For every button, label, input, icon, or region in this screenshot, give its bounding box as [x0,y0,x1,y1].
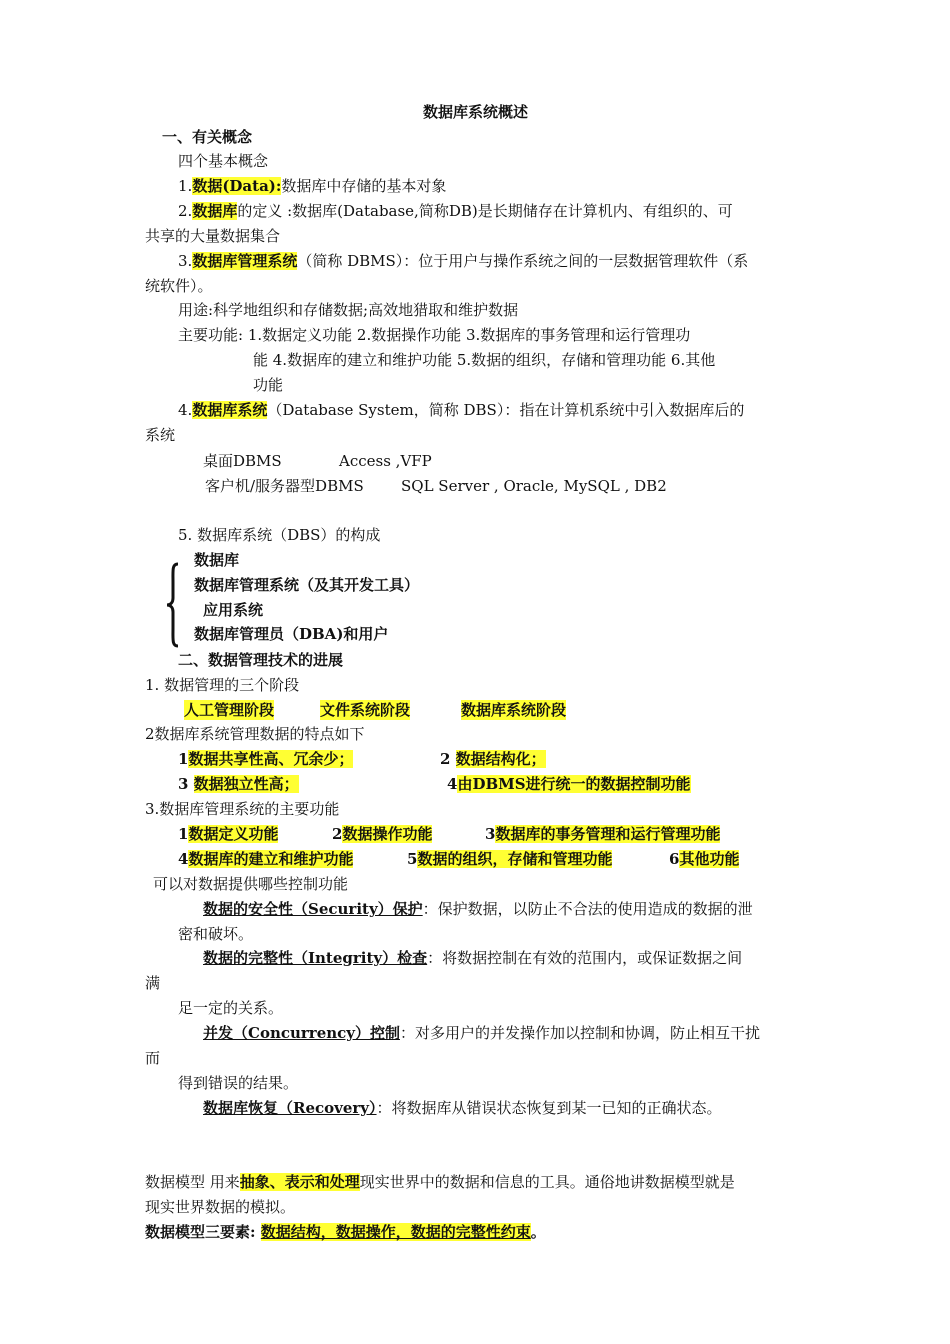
control-recovery [203,1098,722,1118]
main-function-item [332,824,432,844]
control-concurrency-cont-2: 得到错误的结果。 [178,1074,299,1092]
definition-dbs [178,400,744,420]
feature-text: 数据结构化； [455,750,546,768]
model-elements-end: 。 [530,1223,546,1241]
component-item: 应用系统 [203,601,264,619]
control-integrity-cont-2: 足一定的关系。 [178,999,284,1017]
main-function-item [178,849,353,869]
data-model-definition-cont: 现实世界数据的模拟。 [145,1198,296,1216]
data-model-elements [145,1222,546,1242]
control-security [203,899,753,919]
control-term: 数据的完整性（Integrity）检查 [203,949,428,967]
dbs-composition: 5. 数据库系统（DBS）的构成 [178,526,381,544]
data-model-definition [145,1172,735,1192]
control-text: ：将数据库从错误状态恢复到某一已知的正确状态。 [376,1099,722,1117]
component-item: 数据库管理系统（及其开发工具） [194,576,420,594]
main-function-text: 数据定义功能 [188,825,279,843]
control-term: 并发（Concurrency）控制 [203,1024,400,1042]
control-security-cont: 密和破坏。 [178,925,254,943]
dbms-usage: 用途:科学地组织和存储数据;高效地猎取和维护数据 [178,301,519,319]
cs-dbms-label: 客户机/服务器型DBMS [205,477,364,495]
model-elements-label: 数据模型三要素: [145,1223,256,1241]
component-item: 数据库管理员（DBA)和用户 [194,625,389,643]
definition-dbs-cont: 系统 [145,426,176,444]
component-item: 数据库 [194,551,240,569]
definition-data [178,176,446,196]
stage-item: 人工管理阶段 [184,701,275,719]
definition-database [178,201,733,221]
control-term: 数据库恢复（Recovery） [203,1099,377,1117]
main-function-text: 数据库的事务管理和运行管理功能 [495,825,721,843]
main-function-text: 数据的组织，存储和管理功能 [417,850,613,868]
model-elements-value: 数据结构，数据操作，数据的完整性约束 [260,1223,531,1241]
main-function-num: 3 [485,825,496,843]
dbms-functions-line-3: 功能 [253,376,284,394]
main-function-item [407,849,612,869]
def-term: 数据库系统 [192,401,268,419]
feature-item [178,749,353,769]
def-text: （Database System，简称 DBS）：指在计算机系统中引入数据库后的 [267,401,745,419]
desktop-dbms-label: 桌面DBMS [203,452,282,470]
feature-num: 2 [440,750,456,768]
def-num: 3. [178,252,193,270]
feature-text: 由DBMS进行统一的数据控制功能 [457,775,691,793]
control-concurrency [203,1023,760,1043]
feature-text: 数据共享性高、冗余少； [188,750,354,768]
main-function-num: 1 [178,825,189,843]
definition-dbms-cont: 统软件）。 [145,277,213,295]
main-function-text: 数据操作功能 [342,825,433,843]
main-function-num: 2 [332,825,343,843]
main-function-num: 6 [669,850,680,868]
control-text: ：将数据控制在有效的范围内，或保证数据之间 [427,949,743,967]
control-concurrency-cont-1: 而 [145,1049,161,1067]
main-function-item [178,824,278,844]
def-term: 数据(Data): [192,177,282,195]
dbms-functions-line-1: 主要功能: 1.数据定义功能 2.数据操作功能 3.数据库的事务管理和运行管理功 [178,326,691,344]
desktop-dbms-value: Access ,VFP [339,452,432,470]
feature-num: 4 [447,775,458,793]
control-integrity [203,948,742,968]
control-integrity-cont-1: 满 [145,974,161,992]
control-functions-intro: 可以对数据提供哪些控制功能 [153,875,349,893]
feature-text: 数据独立性高； [193,775,299,793]
def-text: 的定义 :数据库(Database,简称DB)是长期储存在计算机内、有组织的、可 [237,202,733,220]
feature-num: 1 [178,750,189,768]
definition-dbms [178,251,748,271]
concepts-intro: 四个基本概念 [178,152,269,170]
stages-heading: 1. 数据管理的三个阶段 [145,676,300,694]
control-term: 数据的安全性（Security）保护 [203,900,423,918]
feature-item [178,774,299,794]
main-function-text: 其他功能 [679,850,740,868]
def-num: 2. [178,202,193,220]
model-highlight: 抽象、表示和处理 [239,1173,360,1191]
model-pre: 数据模型 用来 [145,1173,240,1191]
section-heading-1: 一、有关概念 [162,128,253,146]
dbms-functions-line-2: 能 4.数据库的建立和维护功能 5.数据的组织，存储和管理功能 6.其他 [253,351,716,369]
section-heading-2: 二、数据管理技术的进展 [178,651,344,669]
features-heading: 2数据库系统管理数据的特点如下 [145,725,365,743]
model-post: 现实世界中的数据和信息的工具。通俗地讲数据模型就是 [359,1173,735,1191]
stage-item: 文件系统阶段 [320,701,411,719]
feature-item [447,774,691,794]
def-text: 数据库中存储的基本对象 [281,177,447,195]
main-functions-heading: 3.数据库管理系统的主要功能 [145,800,340,818]
feature-num: 3 [178,775,194,793]
main-function-text: 数据库的建立和维护功能 [188,850,354,868]
main-function-num: 5 [407,850,418,868]
def-term: 数据库 [192,202,238,220]
def-text: （简称 DBMS）：位于用户与操作系统之间的一层数据管理软件（系 [297,252,749,270]
definition-database-cont: 共享的大量数据集合 [145,227,281,245]
control-text: ：对多用户的并发操作加以控制和协调，防止相互干扰 [400,1024,761,1042]
curly-brace-icon [166,562,180,648]
page-title: 数据库系统概述 [423,103,529,121]
main-function-item [485,824,720,844]
stage-item: 数据库系统阶段 [461,701,567,719]
def-num: 4. [178,401,193,419]
cs-dbms-value: SQL Server , Oracle, MySQL , DB2 [401,477,667,495]
main-function-num: 4 [178,850,189,868]
main-function-item [669,849,739,869]
control-text: ：保护数据，以防止不合法的使用造成的数据的泄 [422,900,753,918]
feature-item [440,749,546,769]
def-num: 1. [178,177,193,195]
def-term: 数据库管理系统 [192,252,298,270]
